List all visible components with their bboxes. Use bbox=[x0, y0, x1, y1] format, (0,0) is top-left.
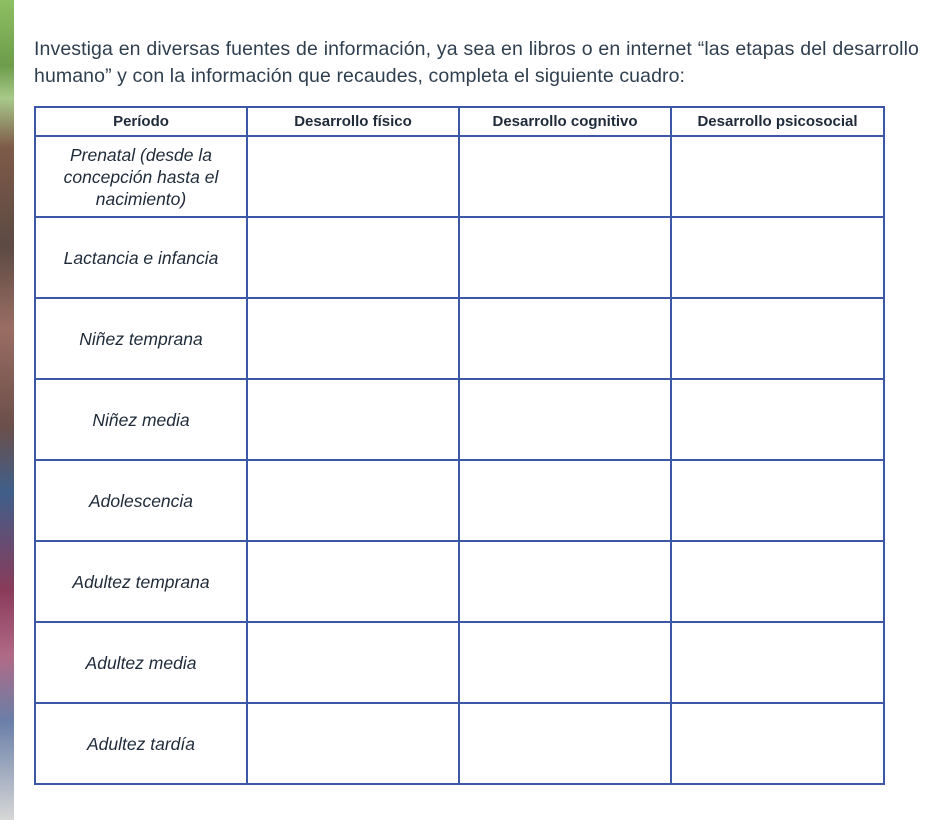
header-desarrollo-psicosocial: Desarrollo psicosocial bbox=[671, 107, 884, 136]
period-cell bbox=[35, 541, 247, 622]
header-periodo: Período bbox=[35, 107, 247, 136]
instructions-text: Investiga en diversas fuentes de información, ya sea en libros o en internet “las etapas del desarrollo humano” y con la información que recaudes, completa el siguiente cuadro: bbox=[34, 37, 919, 87]
period-label: Adultez media bbox=[85, 652, 197, 673]
period-cell bbox=[35, 703, 247, 784]
period-label: Prenatal (desde la concepción hasta el nacimiento) bbox=[63, 144, 219, 209]
header-desarrollo-cognitivo: Desarrollo cognitivo bbox=[459, 107, 671, 136]
period-label: Niñez temprana bbox=[79, 328, 203, 349]
answer-cell-psicosocial[interactable] bbox=[671, 703, 884, 784]
answer-cell-cognitivo[interactable] bbox=[459, 460, 671, 541]
period-cell bbox=[35, 379, 247, 460]
answer-cell-cognitivo[interactable] bbox=[459, 217, 671, 298]
table-row bbox=[35, 379, 884, 460]
header-desarrollo-fisico: Desarrollo físico bbox=[247, 107, 459, 136]
period-cell bbox=[35, 136, 247, 217]
answer-cell-fisico[interactable] bbox=[247, 298, 459, 379]
period-label: Adultez temprana bbox=[72, 571, 210, 592]
answer-cell-psicosocial[interactable] bbox=[671, 298, 884, 379]
answer-cell-psicosocial[interactable] bbox=[671, 541, 884, 622]
answer-cell-fisico[interactable] bbox=[247, 541, 459, 622]
answer-cell-psicosocial[interactable] bbox=[671, 379, 884, 460]
answer-cell-cognitivo[interactable] bbox=[459, 622, 671, 703]
answer-cell-cognitivo[interactable] bbox=[459, 703, 671, 784]
table-row bbox=[35, 217, 884, 298]
answer-cell-cognitivo[interactable] bbox=[459, 136, 671, 217]
table-row bbox=[35, 622, 884, 703]
answer-cell-psicosocial[interactable] bbox=[671, 460, 884, 541]
answer-cell-psicosocial[interactable] bbox=[671, 622, 884, 703]
period-cell bbox=[35, 217, 247, 298]
table-row bbox=[35, 136, 884, 217]
answer-cell-fisico[interactable] bbox=[247, 136, 459, 217]
table-row bbox=[35, 298, 884, 379]
development-stages-table bbox=[34, 106, 885, 785]
table-row bbox=[35, 460, 884, 541]
table-row bbox=[35, 703, 884, 784]
answer-cell-fisico[interactable] bbox=[247, 622, 459, 703]
period-cell bbox=[35, 622, 247, 703]
period-label: Adolescencia bbox=[88, 490, 194, 511]
period-cell bbox=[35, 298, 247, 379]
answer-cell-psicosocial[interactable] bbox=[671, 217, 884, 298]
decorative-photo-strip bbox=[0, 0, 14, 820]
answer-cell-cognitivo[interactable] bbox=[459, 541, 671, 622]
answer-cell-fisico[interactable] bbox=[247, 460, 459, 541]
period-label: Adultez tardía bbox=[87, 733, 195, 754]
period-cell bbox=[35, 460, 247, 541]
table-row bbox=[35, 541, 884, 622]
answer-cell-fisico[interactable] bbox=[247, 217, 459, 298]
table-header-row bbox=[35, 107, 884, 136]
period-label: Niñez media bbox=[92, 409, 190, 430]
period-label: Lactancia e infancia bbox=[63, 247, 219, 268]
answer-cell-fisico[interactable] bbox=[247, 703, 459, 784]
answer-cell-psicosocial[interactable] bbox=[671, 136, 884, 217]
answer-cell-cognitivo[interactable] bbox=[459, 379, 671, 460]
answer-cell-fisico[interactable] bbox=[247, 379, 459, 460]
answer-cell-cognitivo[interactable] bbox=[459, 298, 671, 379]
